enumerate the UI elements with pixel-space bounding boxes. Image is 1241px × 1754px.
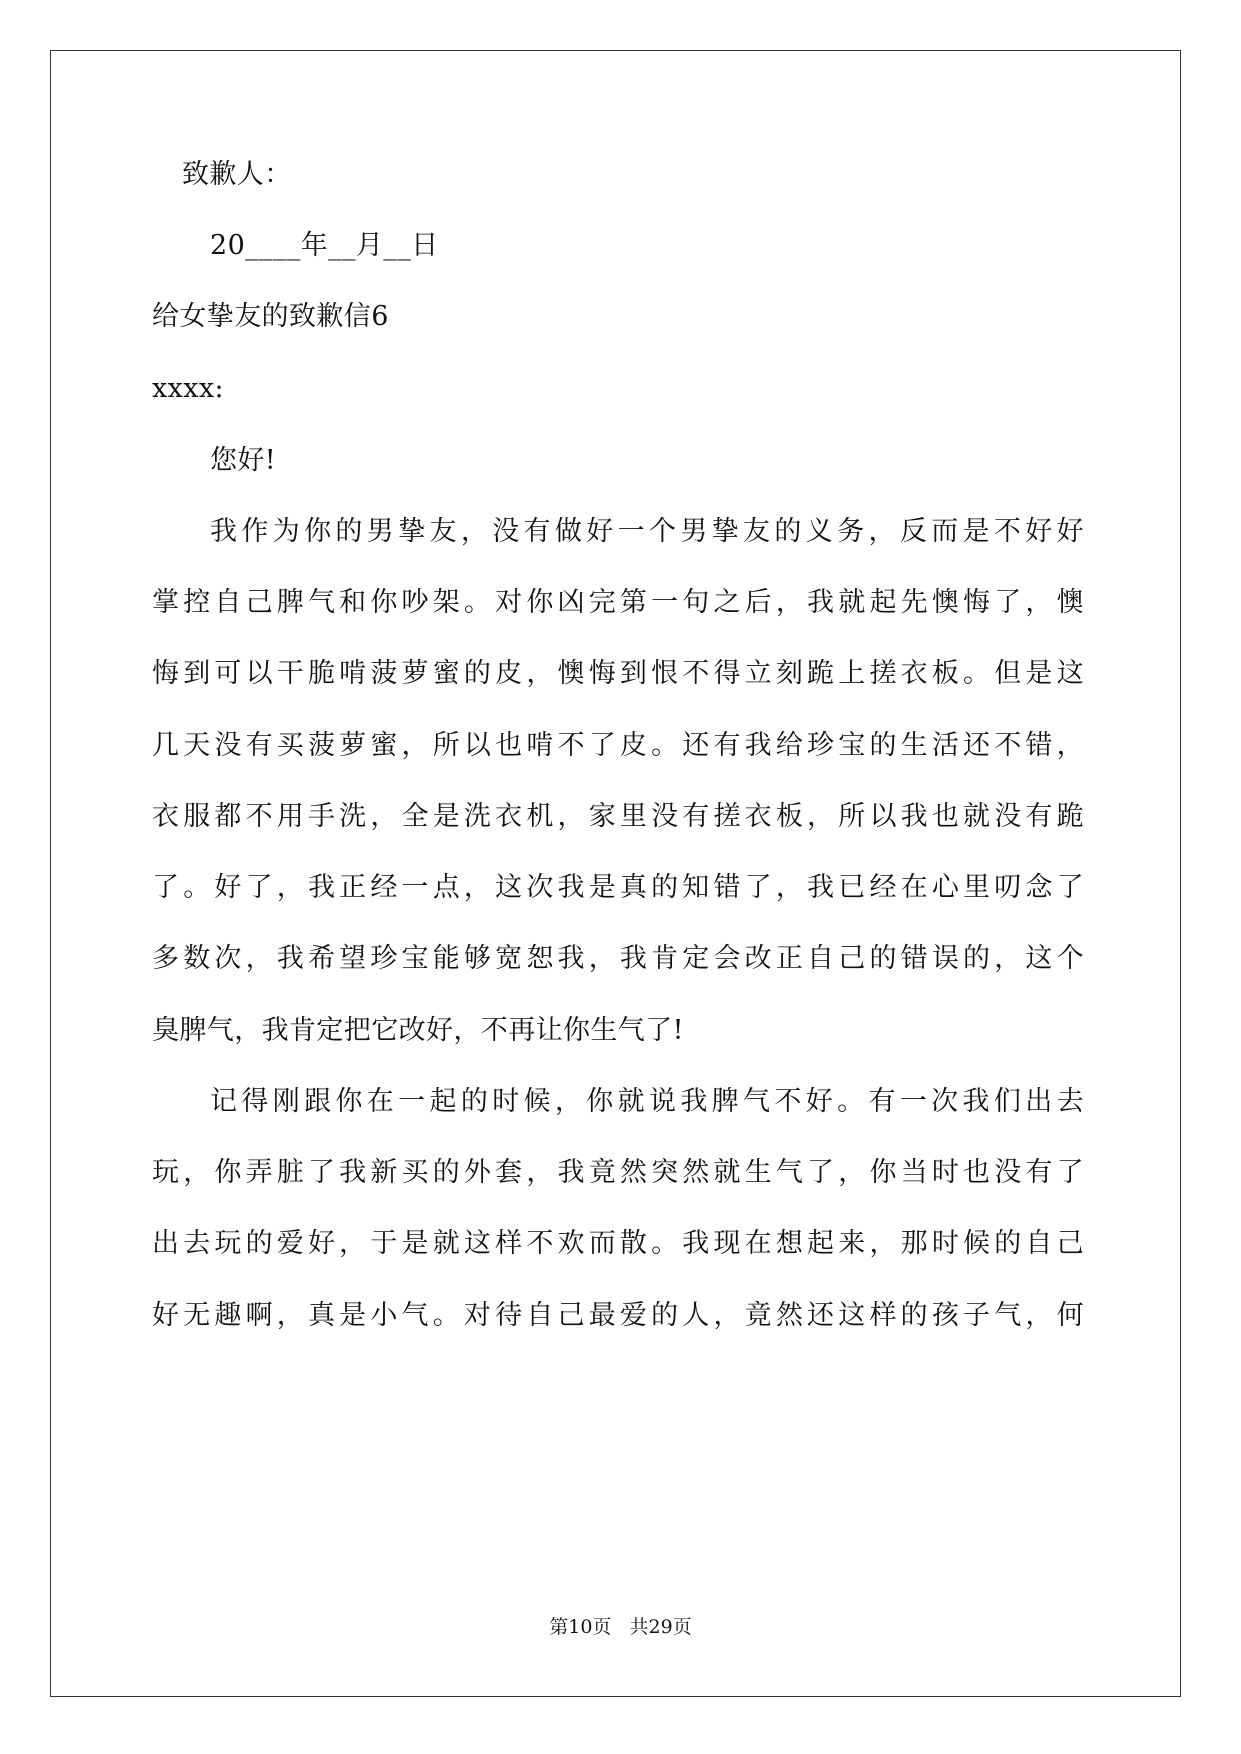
paragraph-2-line-3: 出去玩的爱好，于是就这样不欢而散。我现在想起来，那时候的自己 (152, 1228, 1084, 1259)
paragraph-2-line-1: 记得刚跟你在一起的时候，你就说我脾气不好。有一次我们出去 (210, 1086, 1084, 1117)
signature-label: 致歉人： (182, 159, 292, 190)
letter-title: 给女挚友的致歉信6 (152, 301, 389, 332)
paragraph-2-line-4: 好无趣啊，真是小气。对待自己最爱的人，竟然还这样的孩子气，何 (152, 1300, 1084, 1331)
paragraph-1-line-7: 多数次，我希望珍宝能够宽恕我，我肯定会改正自己的错误的，这个 (152, 943, 1084, 974)
paragraph-1-line-8: 臭脾气，我肯定把它改好，不再让你生气了! (152, 1015, 684, 1046)
paragraph-1-line-5: 衣服都不用手洗，全是洗衣机，家里没有搓衣板，所以我也就没有跪 (152, 801, 1084, 832)
paragraph-1-line-3: 悔到可以干脆啃菠萝蜜的皮，懊悔到恨不得立刻跪上搓衣板。但是这 (152, 658, 1084, 689)
paragraph-1-line-2: 掌控自己脾气和你吵架。对你凶完第一句之后，我就起先懊悔了，懊 (152, 587, 1084, 618)
paragraph-1-line-4: 几天没有买菠萝蜜，所以也啃不了皮。还有我给珍宝的生活还不错， (152, 730, 1084, 761)
salutation: xxxx: (152, 373, 225, 404)
paragraph-1-line-6: 了。好了，我正经一点，这次我是真的知错了，我已经在心里叨念了 (152, 872, 1084, 903)
paragraph-1-line-1: 我作为你的男挚友，没有做好一个男挚友的义务，反而是不好好 (210, 516, 1084, 547)
paragraph-2-line-2: 玩，你弄脏了我新买的外套，我竟然突然就生气了，你当时也没有了 (152, 1157, 1084, 1188)
page-footer: 第10页 共29页 (549, 1616, 692, 1638)
greeting: 您好! (210, 445, 277, 476)
date-line: 20____年__月__日 (210, 230, 439, 261)
